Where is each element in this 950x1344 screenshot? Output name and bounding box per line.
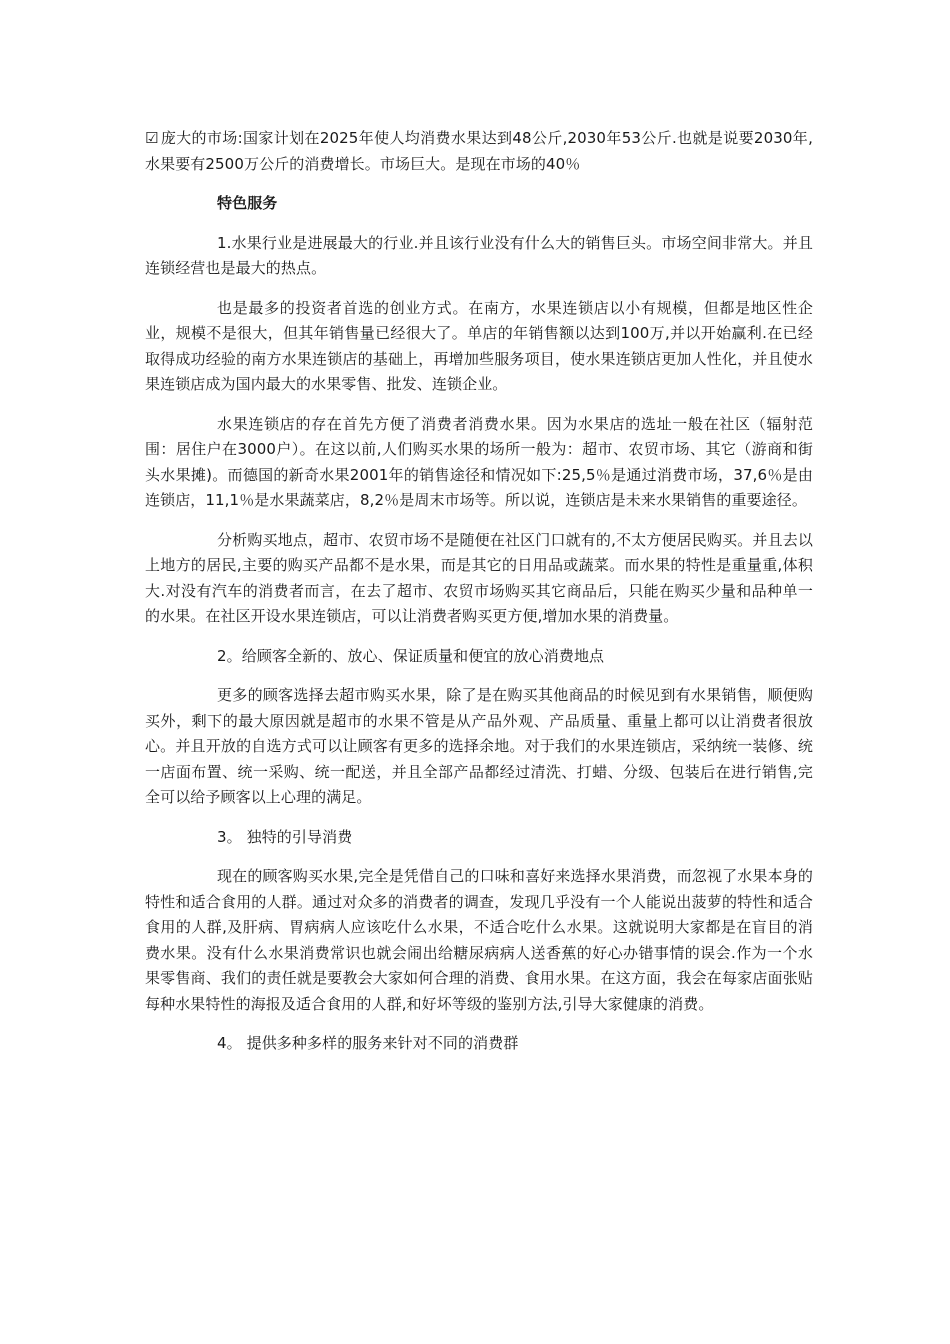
paragraph-point-3: 3。 独特的引导消费 xyxy=(217,827,353,846)
intro-text: 庞大的市场:国家计划在2025年使人均消费水果达到48公斤,2030年53公斤.也就是说要2030年,水果要有2500万公斤的消费增长。市场巨大。是现在市场的40％ xyxy=(145,129,813,173)
paragraph-investors: 也是最多的投资者首选的创业方式。在南方，水果连锁店以小有规模，但都是地区性企业，规模不是很大，但其年销售量已经很大了。单店的年销售额以达到100万,并以开始赢利.在已经取得成功经验的南方水果连锁店的基础上，再增加些服务项目，使水果连锁店更加人性化，并且使水果连锁店成为国内最大的水果零售、批发、连锁企业。 xyxy=(145,298,813,393)
paragraph-point-1: 1.水果行业是进展最大的行业.并且该行业没有什么大的销售巨头。市场空间非常大。并且连锁经营也是最大的热点。 xyxy=(145,233,813,277)
paragraph-guided-consumption: 现在的顾客购买水果,完全是凭借自己的口味和喜好来选择水果消费，而忽视了水果本身的特性和适合食用的人群。通过对众多的消费者的调查，发现几乎没有一个人能说出菠萝的特性和适合食用的人群,及肝病、胃病病人应该吃什么水果，不适合吃什么水果。这就说明大家都是在盲目的消费水果。没有什么水果消费常识也就会闹出给糖尿病病人送香蕉的好心办错事情的误会.作为一个水果零售商、我们的责任就是要教会大家如何合理的消费、食用水果。在这方面，我会在每家店面张贴每种水果特性的海报及适合食用的人群,和好坏等级的鉴别方法,引导大家健康的消费。 xyxy=(145,867,813,1013)
paragraph-purchase-location: 分析购买地点，超市、农贸市场不是随便在社区门口就有的,不太方便居民购买。并且去以上地方的居民,主要的购买产品都不是水果，而是其它的日用品或蔬菜。而水果的特性是重量重,体积大.对没有汽车的消费者而言，在去了超市、农贸市场购买其它商品后，只能在购买少量和品种单一的水果。在社区开设水果连锁店，可以让消费者购买更方便,增加水果的消费量。 xyxy=(145,530,813,625)
checkbox-icon: ☑ xyxy=(145,129,159,147)
paragraph-point-2: 2。给顾客全新的、放心、保证质量和便宜的放心消费地点 xyxy=(217,646,605,665)
intro-paragraph xyxy=(145,126,813,177)
paragraph-point-4: 4。 提供多种多样的服务来针对不同的消费群 xyxy=(217,1034,519,1052)
document-body xyxy=(145,126,813,1071)
paragraph-supermarket: 更多的顾客选择去超市购买水果，除了是在购买其他商品的时候见到有水果销售，顺便购买外，剩下的最大原因就是超市的水果不管是从产品外观、产品质量、重量上都可以让消费者很放心。并且开放的自选方式可以让顾客有更多的选择余地。对于我们的水果连锁店，采纳统一装修、统一店面布置、统一采购、统一配送，并且全部产品都经过清洗、打蜡、分级、包装后在进行销售,完全可以给予顾客以上心理的满足。 xyxy=(145,686,813,806)
section-heading: 特色服务 xyxy=(217,194,278,212)
paragraph-convenience: 水果连锁店的存在首先方便了消费者消费水果。因为水果店的选址一般在社区（辐射范围：居住户在3000户）。在这以前,人们购买水果的场所一般为：超市、农贸市场、其它（游商和街头水果摊)。而德国的新奇水果2001年的销售途径和情况如下:25,5％是通过消费市场，37,6％是由连锁店，11,1％是水果蔬菜店，8,2％是周末市场等。所以说，连锁店是未来水果销售的重要途径。 xyxy=(145,414,813,509)
